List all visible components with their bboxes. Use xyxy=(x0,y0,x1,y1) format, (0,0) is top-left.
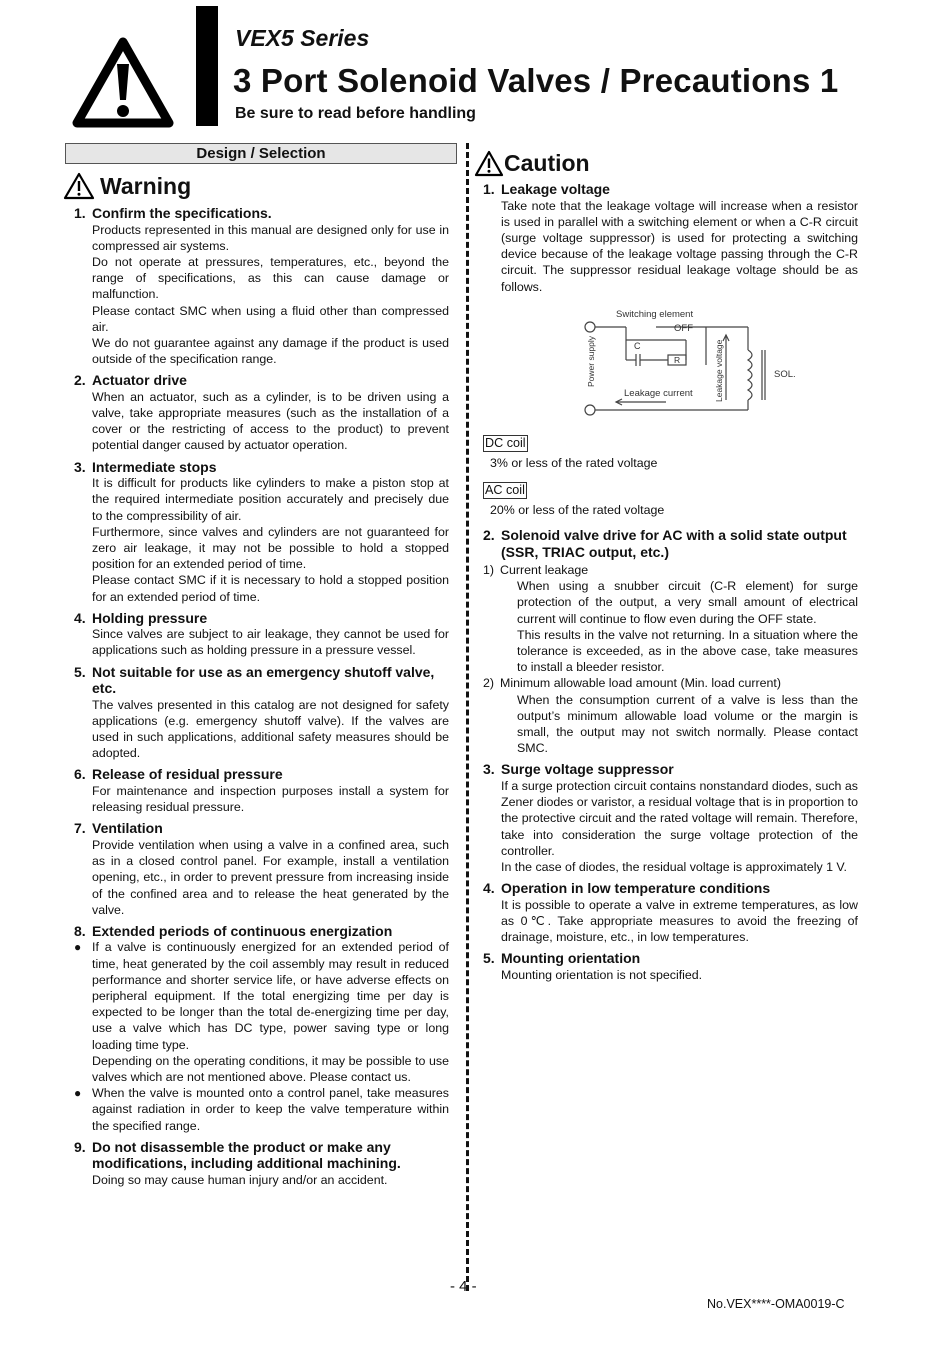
series-name: VEX5 Series xyxy=(235,25,370,51)
item-text: Please contact SMC when using a fluid other than compressed air. xyxy=(92,303,449,334)
dc-coil-block xyxy=(483,435,858,471)
item-title: Intermediate stops xyxy=(92,458,217,475)
dc-coil-label: DC coil xyxy=(485,436,526,450)
item-number: 9. xyxy=(74,1138,86,1155)
capacitor-label: C xyxy=(634,341,641,351)
item-number: 2. xyxy=(483,527,495,543)
warning-item-4 xyxy=(74,610,449,659)
caution-item-4 xyxy=(483,880,858,945)
leakage-circuit-diagram xyxy=(576,305,816,425)
item-number: 4. xyxy=(74,609,86,626)
caution-small-icon xyxy=(474,150,504,177)
ac-coil-block xyxy=(483,482,858,518)
item-number: 7. xyxy=(74,820,86,837)
caution-item-3 xyxy=(483,761,858,875)
item-text: This results in the valve not returning. In a situation where the tolerance is exceeded, as in the above case, take measures to install a bleeder resistor. xyxy=(517,627,858,675)
resistor-label: R xyxy=(674,355,681,365)
item-number: 3. xyxy=(483,761,495,778)
caution-item-2 xyxy=(483,527,858,756)
warning-list xyxy=(74,205,449,1193)
sub-number: 1) xyxy=(483,563,495,577)
warning-item-8 xyxy=(74,923,449,1134)
item-title: Holding pressure xyxy=(92,609,208,626)
sub-title: Current leakage xyxy=(500,563,589,577)
leakage-voltage-label: Leakage voltage xyxy=(714,339,724,402)
item-text: When using a snubber circuit (C-R element) for surge protection of the output, a very small amount of electrical current will continue to flow even during the OFF state. xyxy=(517,579,858,626)
item-text: When the valve is mounted onto a control panel, take measures against radiation in order to keep the valve temperature within the specified range. xyxy=(92,1086,449,1133)
item-title: Not suitable for use as an emergency shutoff valve, etc. xyxy=(92,663,435,697)
warning-item-5 xyxy=(74,664,449,762)
caution-heading-text: Caution xyxy=(504,150,590,176)
caution-list xyxy=(483,527,858,988)
item-number: 2. xyxy=(74,372,86,389)
section-bar: Design / Selection xyxy=(65,143,457,164)
item-number: 6. xyxy=(74,766,86,783)
item-text: The valves presented in this catalog are not designed for safety applications (e.g. emergency shutoff valve). If the valves are used in such applications, additional safety measures should be adopted. xyxy=(92,697,449,761)
item-title: Surge voltage suppressor xyxy=(501,761,674,778)
item-number: 1. xyxy=(74,205,86,221)
item-text: Depending on the operating conditions, it may be possible to use valves which are not mentioned above. Please contact us. xyxy=(92,1053,449,1085)
item-text: Please contact SMC if it is necessary to hold a stopped position for an extended period of time. xyxy=(92,573,449,604)
item-text: Since valves are subject to air leakage, they cannot be used for applications such as holding pressure in a pressure vessel. xyxy=(92,627,449,658)
item-text: It is difficult for products like cylinders to make a piston stop at the required intermediate position accurately and precisely due to the compressibility of air. xyxy=(92,476,449,523)
caution-item-1 xyxy=(483,181,858,295)
item-text: It is possible to operate a valve in extreme temperatures, as low as 0℃. Take appropriate measures to avoid the freezing of drainage, moisture, etc., in low temperatures. xyxy=(501,897,858,945)
warning-small-icon xyxy=(63,172,95,200)
warning-item-3 xyxy=(74,459,449,605)
warning-triangle-icon xyxy=(72,36,174,128)
item-text: We do not guarantee against any damage if the product is used outside of the specification range. xyxy=(92,335,449,367)
dc-coil-text: 3% or less of the rated voltage xyxy=(490,456,658,470)
column-divider xyxy=(466,143,469,1291)
warning-item-6 xyxy=(74,766,449,815)
sub-title: Minimum allowable load amount (Min. load current) xyxy=(500,676,781,691)
caution-heading xyxy=(474,150,590,177)
sub-number: 2) xyxy=(483,676,495,691)
item-text: In the case of diodes, the residual voltage is approximately 1 V. xyxy=(501,859,847,874)
warning-item-7 xyxy=(74,820,449,918)
caution-item-5 xyxy=(483,950,858,983)
item-title: Confirm the specifications. xyxy=(92,205,272,221)
item-title: Do not disassemble the product or make any modifications, including additional machining. xyxy=(92,1138,401,1172)
off-label: OFF xyxy=(674,323,693,334)
item-title: Leakage voltage xyxy=(501,181,610,197)
item-text: If a surge protection circuit contains nonstandard diodes, such as Zener diodes or varistor, a residual voltage that is in proportion to the protective circuit and the rated voltage will remain. Therefore, take into consideration the surge voltage protection of the controller. xyxy=(501,778,858,858)
page-number: - 4 - xyxy=(450,1278,477,1295)
item-text: When an actuator, such as a cylinder, is to be driven using a valve, take appropriate measures (such as the installation of a cover or the restricting of access to the product) to prevent potential danger caused by actuator operation. xyxy=(92,389,449,453)
item-text: Provide ventilation when using a valve in a confined area, such as in a closed control panel. For example, install a ventilation opening, etc., in order to prevent pressure from increasing inside of the confined area and to release the heat generated by the valve. xyxy=(92,837,449,917)
item-text: Doing so may cause human injury and/or an accident. xyxy=(92,1172,388,1187)
leakage-current-label: Leakage current xyxy=(624,388,693,399)
item-text: Mounting orientation is not specified. xyxy=(501,967,703,982)
item-number: 8. xyxy=(74,922,86,939)
power-supply-label: Power supply xyxy=(586,335,596,387)
ac-coil-label: AC coil xyxy=(485,483,525,497)
item-text: Furthermore, since valves and cylinders are not guaranteed for zero air leakage, it may not be possible to hold a stopped position for an extended period of time. xyxy=(92,524,449,572)
document-number: No.VEX****-OMA0019-C xyxy=(707,1297,845,1311)
bullet-icon: ● xyxy=(74,1086,82,1101)
warning-item-2 xyxy=(74,372,449,453)
item-title: Release of residual pressure xyxy=(92,766,283,783)
item-title: Extended periods of continuous energization xyxy=(92,922,393,939)
bullet-icon: ● xyxy=(74,940,82,955)
item-text: Take note that the leakage voltage will increase when a resistor is used in parallel with a switching element or when a C-R circuit (surge voltage suppressor) is used for protecting a switching device because of the leakage voltage passing through the C-R circuit. The suppressor residual leakage voltage should be as follows. xyxy=(501,198,858,294)
item-number: 5. xyxy=(74,663,86,680)
switching-element-label: Switching element xyxy=(616,309,694,320)
item-title: Mounting orientation xyxy=(501,950,641,967)
page-subtitle: Be sure to read before handling xyxy=(235,105,476,122)
item-title: Ventilation xyxy=(92,820,163,837)
item-text: Do not operate at pressures, temperatures, etc., beyond the range of specifications, as this can cause damage or malfunction. xyxy=(92,254,449,302)
item-number: 5. xyxy=(483,950,495,967)
warning-item-1 xyxy=(74,205,449,367)
page-title: 3 Port Solenoid Valves / Precautions 1 xyxy=(233,62,839,99)
item-title: Operation in low temperature conditions xyxy=(501,880,771,897)
item-number: 1. xyxy=(483,181,495,197)
item-number: 3. xyxy=(74,458,86,475)
warning-heading-text: Warning xyxy=(100,172,192,199)
warning-item-9 xyxy=(74,1139,449,1188)
item-text: Products represented in this manual are designed only for use in compressed air systems. xyxy=(92,222,449,253)
item-text: For maintenance and inspection purposes install a system for releasing residual pressure. xyxy=(92,783,449,815)
item-title: Actuator drive xyxy=(92,372,187,389)
item-text: When the consumption current of a valve is less than the output’s minimum allowable load volume or the margin is small, the output may not switch normally. Please contact SMC. xyxy=(517,692,858,756)
ac-coil-text: 20% or less of the rated voltage xyxy=(490,503,665,517)
item-number: 4. xyxy=(483,880,495,897)
warning-heading xyxy=(63,172,191,200)
item-title: Solenoid valve drive for AC with a solid state output (SSR, TRIAC output, etc.) xyxy=(501,527,847,560)
header-black-bar xyxy=(196,6,218,126)
sol-label: SOL. xyxy=(774,369,796,380)
item-text: If a valve is continuously energized for an extended period of time, heat generated by the coil assembly may result in reduced performance and shorter service life, or have adverse effects on peripheral equipment. If the total energizing time per day is expected to be longer than the total de-energizing time per day, use a valve which has DC type, power saving type or long loading time type. xyxy=(92,940,449,1052)
